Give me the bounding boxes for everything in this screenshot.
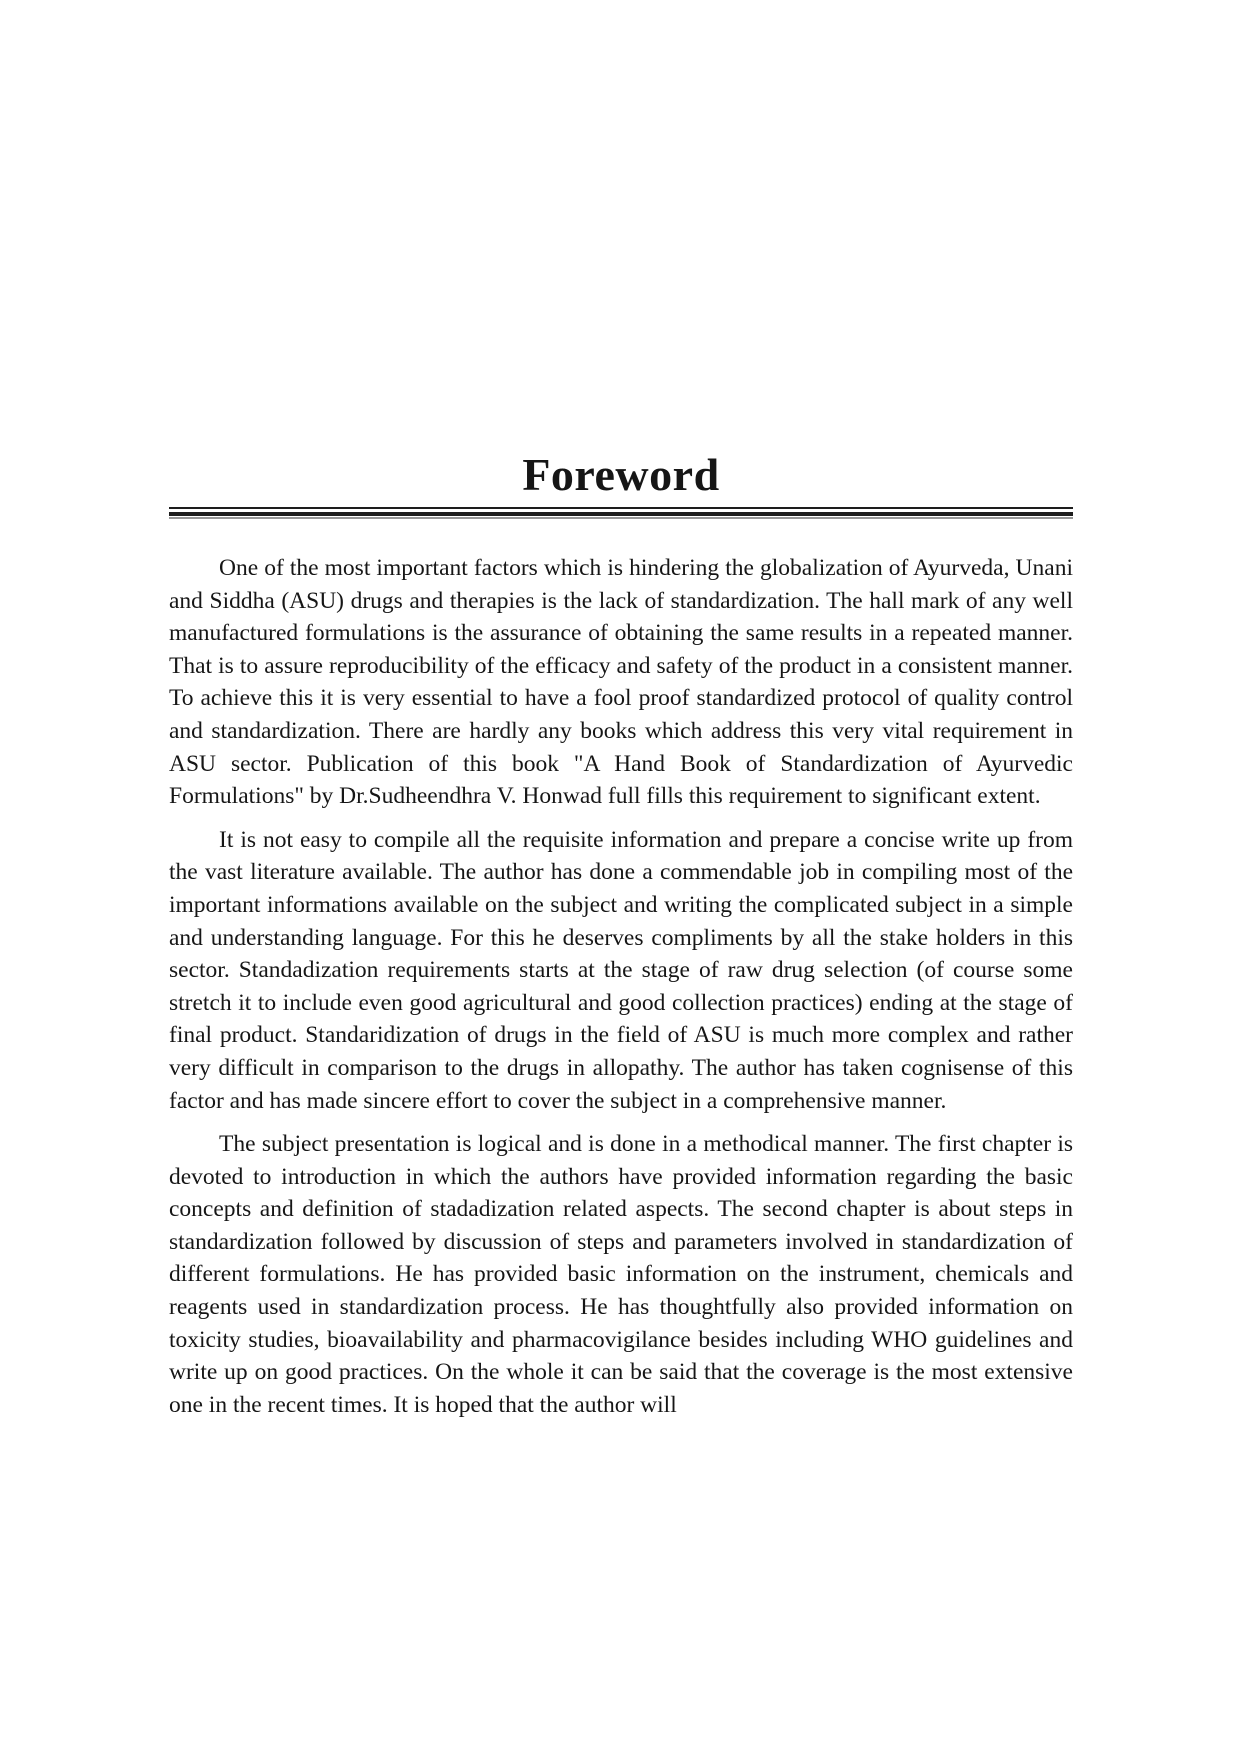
divider-thick-line xyxy=(169,512,1073,516)
title-divider xyxy=(169,507,1073,519)
foreword-paragraph-2: It is not easy to compile all the requisite information and prepare a concise write up from the vast literature available. The author has done a commendable job in compiling most of the important informations available on the subject and writing the complicated subject in a simple and understanding language. For this he deserves compliments by all the stake holders in this sector. Standadization requirements starts at the stage of raw drug selection (of course some stretch it to include even good agricultural and good collection practices) ending at the stage of final product. Standaridization of drugs in the field of ASU is much more complex and rather very difficult in comparison to the drugs in allopathy. The author has taken cognisense of this factor and has made sincere effort to cover the subject in a comprehensive manner. xyxy=(169,826,1073,1114)
foreword-paragraph-3: The subject presentation is logical and is done in a methodical manner. The first chapter is devoted to introduction in which the authors have provided information regarding the basic concepts and definition of stadadization related aspects. The second chapter is about steps in standardization followed by discussion of steps and parameters involved in standardization of different formulations. He has provided basic information on the instrument, chemicals and reagents used in standardization process. He has thoughtfully also provided information on toxicity studies, bioavailability and pharmacovigilance besides including WHO guidelines and write up on good practices. On the whole it can be said that the coverage is the most extensive one in the recent times. It is hoped that the author will xyxy=(169,1131,1073,1418)
page-title: Foreword xyxy=(522,449,720,500)
foreword-paragraph-1: One of the most important factors which is hindering the globalization of Ayurveda, Unani and Siddha (ASU) drugs and therapies is the lack of standardization. The hall mark of any well manufactured formulations is the assurance of obtaining the same results in a repeated manner. That is to assure reproducibility of the efficacy and safety of the product in a consistent manner. To achieve this it is very essential to have a fool proof standardized protocol of quality control and standardization. There are hardly any books which address this very vital requirement in ASU sector. Publication of this book "A Hand Book of Standardization of Ayurvedic Formulations" by Dr.Sudheendhra V. Honwad full fills this requirement to significant extent. xyxy=(169,555,1073,810)
divider-gray-line xyxy=(169,517,1073,519)
divider-thin-line xyxy=(169,507,1073,509)
document-body xyxy=(169,552,1073,1421)
